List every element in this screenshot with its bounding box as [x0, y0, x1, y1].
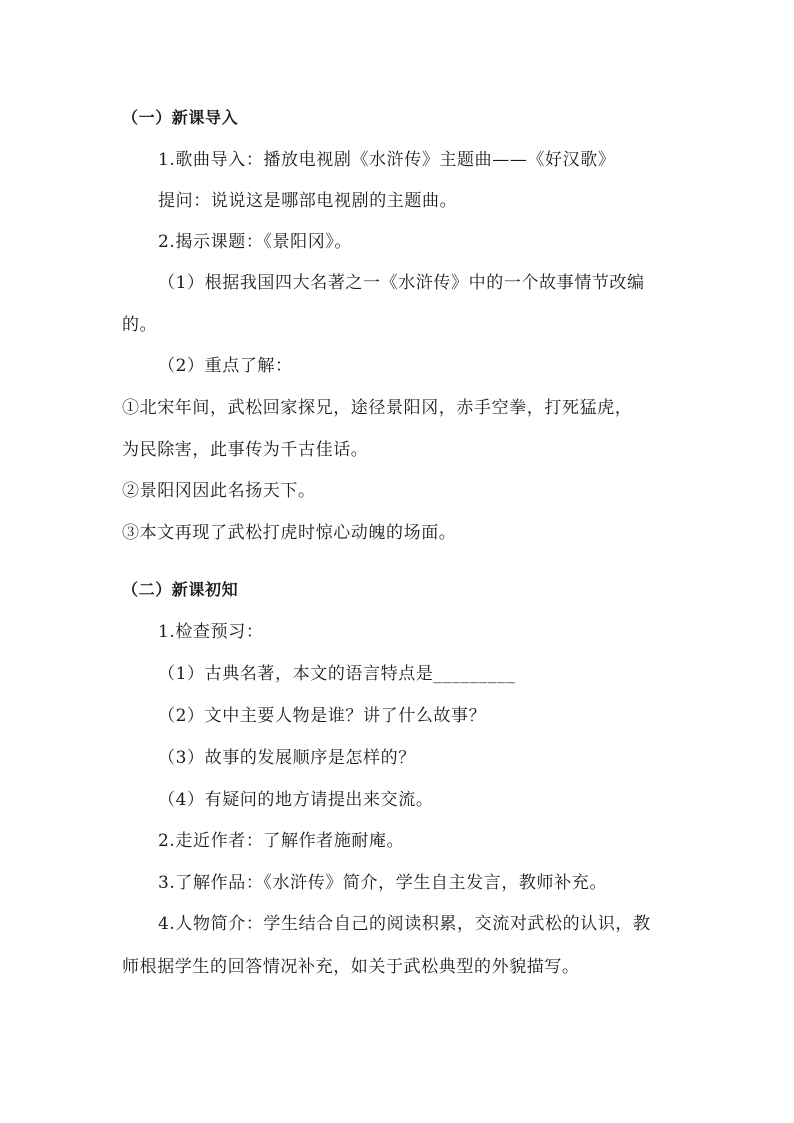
paragraph-point3: ③本文再现了武松打虎时惊心动魄的场面。 — [122, 523, 457, 543]
paragraph-q2: （2）文中主要人物是谁？讲了什么故事？ — [158, 706, 487, 726]
paragraph-character-line1: 4.人物简介：学生结合自己的阅读积累，交流对武松的认识，教 — [158, 914, 651, 934]
paragraph-sub1-line1: （1）根据我国四大名著之一《水浒传》中的一个故事情节改编 — [158, 273, 645, 293]
paragraph-q1: （1）古典名著，本文的语言特点是_________ — [158, 664, 516, 684]
paragraph-sub2: （2）重点了解： — [158, 356, 293, 376]
paragraph-point1-line2: 为民除害，此事传为千古佳话。 — [122, 440, 369, 460]
paragraph-song-intro: 1.歌曲导入：播放电视剧《水浒传》主题曲——《好汉歌》 — [158, 150, 616, 170]
paragraph-point2: ②景阳冈因此名扬天下。 — [122, 481, 316, 501]
paragraph-q3: （3）故事的发展顺序是怎样的？ — [158, 748, 416, 768]
paragraph-reveal-title: 2.揭示课题：《景阳冈》。 — [158, 232, 353, 252]
paragraph-sub1-line2: 的。 — [122, 315, 158, 335]
paragraph-question: 提问：说说这是哪部电视剧的主题曲。 — [158, 191, 458, 211]
paragraph-check-preview: 1.检查预习： — [158, 622, 264, 642]
section-heading-first-reading: （二）新课初知 — [122, 580, 239, 599]
paragraph-character-line2: 师根据学生的回答情况补充，如关于武松典型的外貌描写。 — [122, 957, 580, 977]
paragraph-author: 2.走近作者：了解作者施耐庵。 — [158, 831, 405, 851]
section-heading-intro: （一）新课导入 — [122, 108, 239, 127]
paragraph-point1-line1: ①北宋年间，武松回家探兄，途径景阳冈，赤手空拳，打死猛虎， — [122, 398, 633, 418]
paragraph-q4: （4）有疑问的地方请提出来交流。 — [158, 790, 434, 810]
paragraph-work: 3.了解作品：《水浒传》简介，学生自主发言，教师补充。 — [158, 873, 607, 893]
